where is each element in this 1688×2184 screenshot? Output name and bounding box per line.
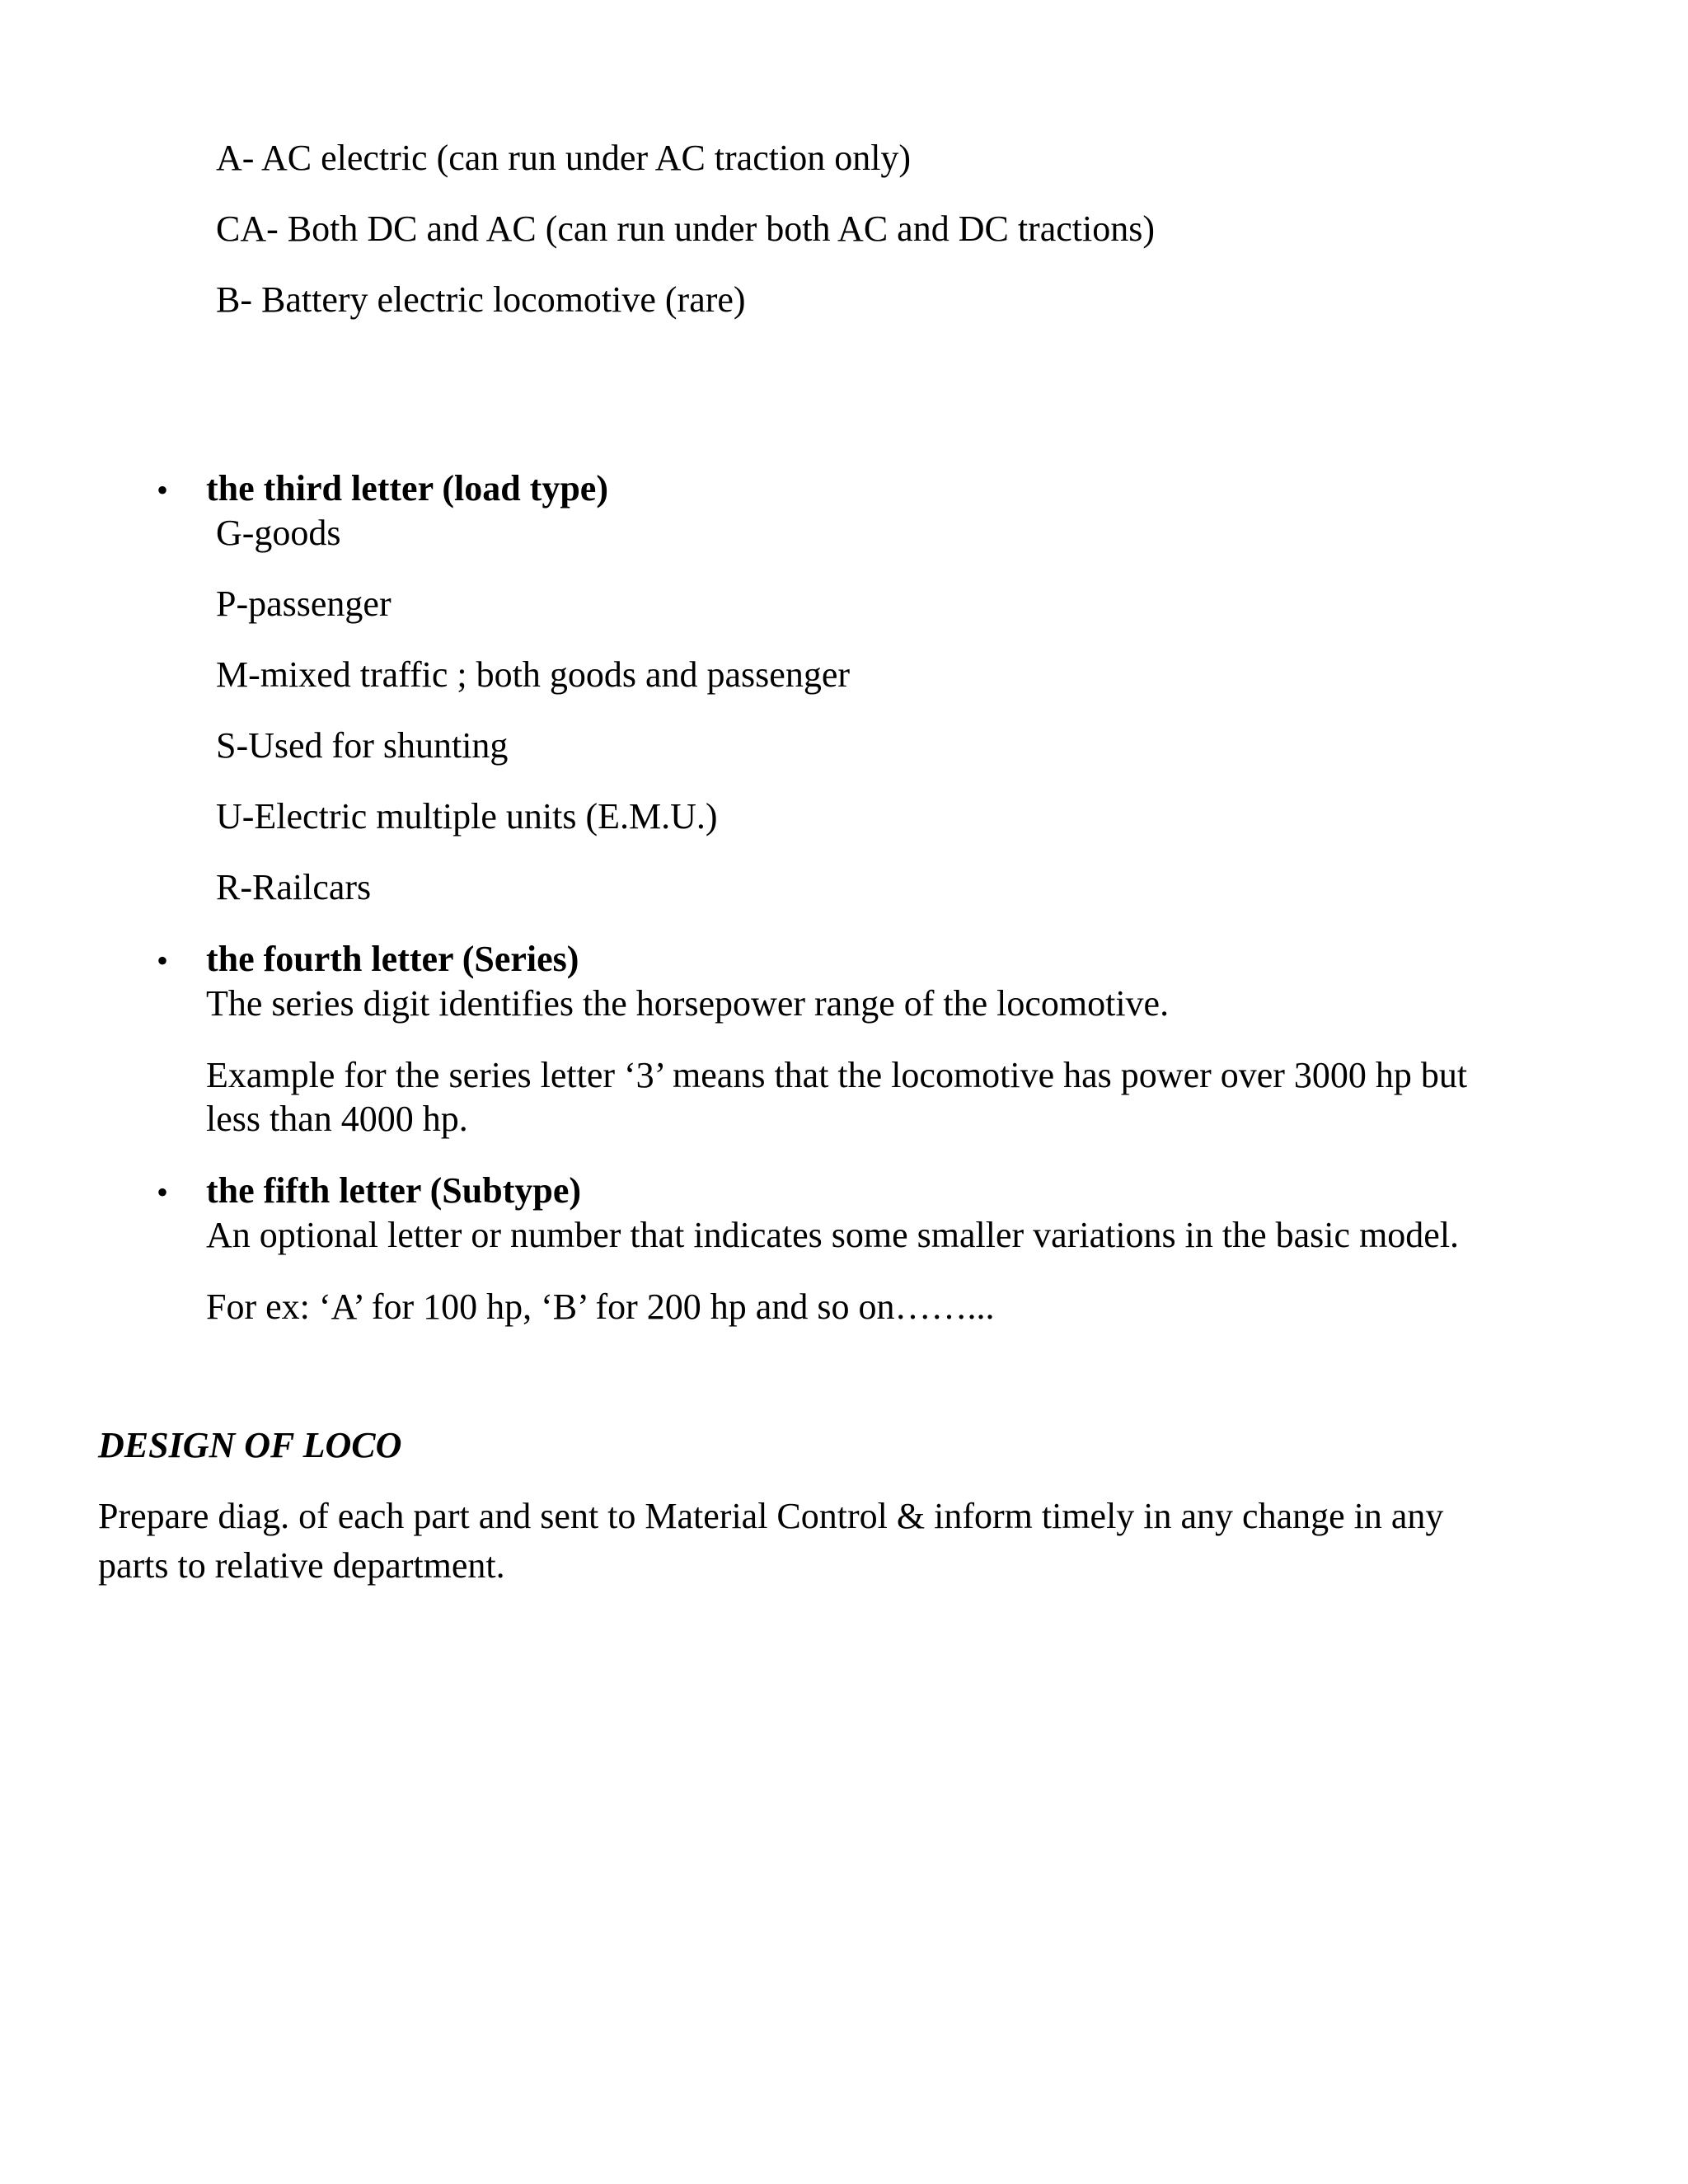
third-letter-heading: the third letter (load type): [206, 468, 608, 509]
design-heading: DESIGN OF LOCO: [98, 1425, 402, 1465]
fourth-letter-example: Example for the series letter ‘3’ means that the locomotive has power over 3000 hp but: [206, 1055, 1468, 1095]
load-type-item: R-Railcars: [216, 867, 372, 907]
load-type-item: P-passenger: [216, 583, 392, 624]
load-type-item: S-Used for shunting: [216, 725, 509, 766]
fifth-letter-description: An optional letter or number that indicates some smaller variations in the basic model.: [206, 1215, 1460, 1255]
fifth-letter-heading: the fifth letter (Subtype): [206, 1170, 581, 1211]
load-type-item: U-Electric multiple units (E.M.U.): [216, 796, 718, 837]
fourth-letter-description: The series digit identifies the horsepower range of the locomotive.: [206, 983, 1170, 1024]
traction-type-ca: CA- Both DC and AC (can run under both AC and DC tractions): [216, 209, 1155, 249]
bullet-icon: •: [157, 942, 169, 979]
traction-type-ac: A- AC electric (can run under AC traction only): [216, 138, 912, 178]
traction-type-b: B- Battery electric locomotive (rare): [216, 279, 746, 320]
bullet-icon: •: [157, 471, 169, 509]
fifth-letter-example: For ex: ‘A’ for 100 hp, ‘B’ for 200 hp and so on……...: [206, 1286, 995, 1327]
fourth-letter-example-cont: less than 4000 hp.: [206, 1099, 468, 1139]
design-body-line: parts to relative department.: [98, 1545, 505, 1586]
design-body-line: Prepare diag. of each part and sent to Material Control & inform timely in any change in any: [98, 1496, 1444, 1536]
load-type-item: G-goods: [216, 513, 341, 553]
bullet-icon: •: [157, 1174, 169, 1211]
load-type-item: M-mixed traffic ; both goods and passenger: [216, 654, 851, 695]
fourth-letter-heading: the fourth letter (Series): [206, 939, 579, 979]
